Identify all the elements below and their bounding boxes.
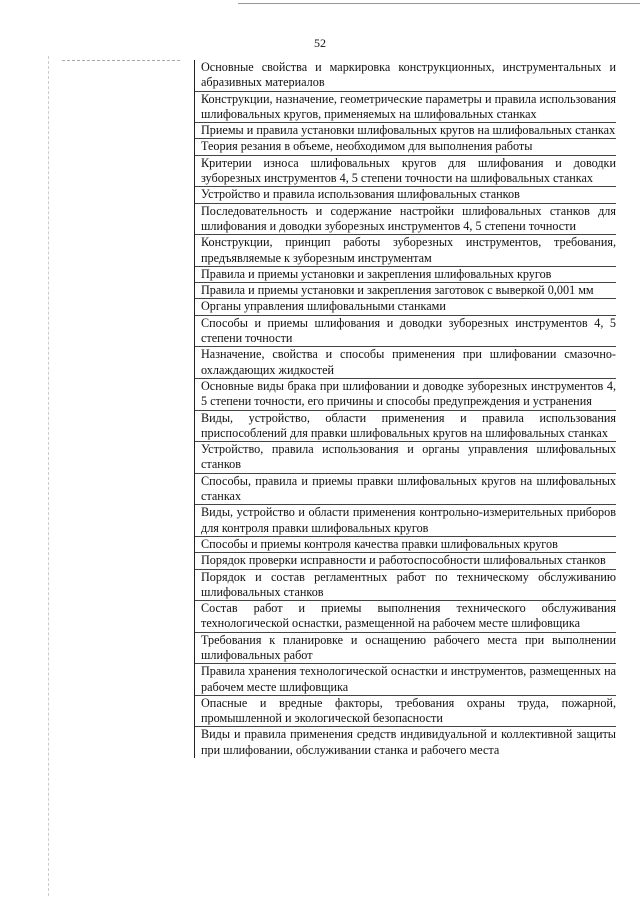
table-row: Способы, правила и приемы правки шлифовальных кругов на шлифовальных станках xyxy=(195,474,616,506)
table-row: Устройство и правила использования шлифовальных станков xyxy=(195,187,616,203)
table-row: Состав работ и приемы выполнения технического обслуживания технологической оснастки, размещенной на рабочем месте шлифовщика xyxy=(195,601,616,633)
table-row: Конструкции, назначение, геометрические параметры и правила использования шлифовальных кругов, применяемых на шлифовальных станках xyxy=(195,92,616,124)
table-row: Правила и приемы установки и закрепления шлифовальных кругов xyxy=(195,267,616,283)
table-row: Органы управления шлифовальными станками xyxy=(195,299,616,315)
table-row: Назначение, свойства и способы применения при шлифовании смазочно-охлаждающих жидкостей xyxy=(195,347,616,379)
left-margin-rule xyxy=(48,56,49,896)
table-row: Приемы и правила установки шлифовальных кругов на шлифовальных станках xyxy=(195,123,616,139)
top-rule xyxy=(238,3,640,4)
table-row: Виды и правила применения средств индивидуальной и коллективной защиты при шлифовании, обслуживании станка и рабочего места xyxy=(201,727,616,757)
table-row: Способы и приемы шлифования и доводки зуборезных инструментов 4, 5 степени точности xyxy=(195,316,616,348)
table-row: Порядок и состав регламентных работ по техническому обслуживанию шлифовальных станков xyxy=(195,570,616,602)
table-row: Требования к планировке и оснащению рабочего места при выполнении шлифовальных работ xyxy=(195,633,616,665)
left-column-rule xyxy=(62,60,180,61)
table-row: Правила и приемы установки и закрепления заготовок с выверкой 0,001 мм xyxy=(195,283,616,299)
table-row: Критерии износа шлифовальных кругов для шлифования и доводки зуборезных инструментов 4, 5 степени точности на шлифовальных станках xyxy=(195,156,616,188)
table-row: Основные свойства и маркировка конструкционных, инструментальных и абразивных материалов xyxy=(195,60,616,92)
table-row: Устройство, правила использования и органы управления шлифовальных станков xyxy=(195,442,616,474)
table-row: Последовательность и содержание настройки шлифовальных станков для шлифования и доводки зуборезных инструментов 4, 5 степени точности xyxy=(195,204,616,236)
table-row: Виды, устройство и области применения контрольно-измерительных приборов для контроля правки шлифовальных кругов xyxy=(195,505,616,537)
page-number: 52 xyxy=(314,36,326,50)
table-row: Правила хранения технологической оснастки и инструментов, размещенных на рабочем месте шлифовщика xyxy=(195,664,616,696)
knowledge-table xyxy=(194,60,616,758)
table-row: Виды, устройство, области применения и правила использования приспособлений для правки шлифовальных кругов на шлифовальных станках xyxy=(195,411,616,443)
table-row: Опасные и вредные факторы, требования охраны труда, пожарной, промышленной и экологической безопасности xyxy=(195,696,616,728)
table-row: Основные виды брака при шлифовании и доводке зуборезных инструментов 4, 5 степени точности, его причины и способы предупреждения и устранения xyxy=(195,379,616,411)
table-row: Способы и приемы контроля качества правки шлифовальных кругов xyxy=(195,537,616,553)
table-row: Теория резания в объеме, необходимом для выполнения работы xyxy=(195,139,616,155)
table-row: Конструкции, принцип работы зуборезных инструментов, требования, предъявляемые к зуборезным инструментам xyxy=(195,235,616,267)
table-row: Порядок проверки исправности и работоспособности шлифовальных станков xyxy=(195,553,616,569)
